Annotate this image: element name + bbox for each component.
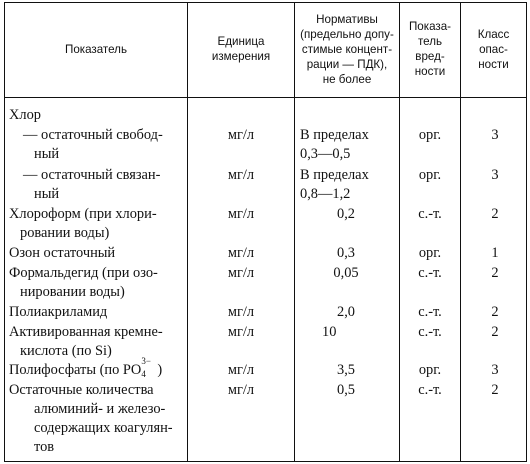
row-ozone-name: Озон остаточный <box>9 245 116 261</box>
header-class: Класс опас- ности <box>477 27 510 71</box>
row-coagulants-name-line2: алюминий- и железо- <box>34 401 166 417</box>
row-silicic-acid-name-line1: Активированная кремне- <box>9 324 163 340</box>
header-norms: Нормативы (предельно допу- стимые концент- рации — ПДК), не более <box>300 12 394 86</box>
row-bound-chlorine-name-line2: ный <box>34 186 60 202</box>
row-free-chlorine-norm-line1: В пределах <box>300 127 369 143</box>
row-chloroform-unit: мг/л <box>227 206 255 222</box>
row-free-chlorine-norm-line2: 0,3—0,5 <box>300 146 351 162</box>
row-silicic-acid-class: 2 <box>491 324 499 340</box>
row-free-chlorine-class: 3 <box>491 127 499 143</box>
row-chloroform-norm: 0,2 <box>337 206 355 222</box>
row-free-chlorine-unit: мг/л <box>227 127 255 143</box>
row-polyacrylamide-harm: с.-т. <box>418 304 442 320</box>
row-bound-chlorine-norm-line2: 0,8—1,2 <box>300 186 351 202</box>
row-formaldehyde-name-line1: Формальдегид (при озо- <box>9 265 158 281</box>
row-bound-chlorine-norm-line1: В пределах <box>300 167 369 183</box>
row-coagulants-unit: мг/л <box>227 382 255 398</box>
row-silicic-acid-harm: с.-т. <box>418 324 442 340</box>
row-bound-chlorine-unit: мг/л <box>227 167 255 183</box>
row-ozone-unit: мг/л <box>227 245 255 261</box>
row-silicic-acid-unit: мг/л <box>227 324 255 340</box>
row-ozone-harm: орг. <box>418 245 442 261</box>
row-polyphosphates-class: 3 <box>491 362 499 378</box>
row-polyacrylamide-norm: 2,0 <box>337 304 355 320</box>
row-formaldehyde-name-line2: нировании воды) <box>20 284 125 300</box>
row-coagulants-class: 2 <box>491 382 499 398</box>
row-polyphosphates-norm: 3,5 <box>337 362 355 378</box>
row-coagulants-name-line1: Остаточные количества <box>9 382 154 398</box>
header-indicator: Показатель <box>65 42 127 56</box>
row-formaldehyde-harm: с.-т. <box>418 265 442 281</box>
row-polyphosphates-unit: мг/л <box>227 362 255 378</box>
row-bound-chlorine-harm: орг. <box>418 167 442 183</box>
row-silicic-acid-name-line2: кислота (по Si) <box>20 343 112 359</box>
row-polyacrylamide-class: 2 <box>491 304 499 320</box>
row-formaldehyde-class: 2 <box>491 265 499 281</box>
row-polyacrylamide-unit: мг/л <box>227 304 255 320</box>
row-polyphosphates-harm: орг. <box>418 362 442 378</box>
row-free-chlorine-name-line1: — остаточный свобод- <box>23 127 163 143</box>
row-coagulants-name-line3: содержащих коагулян- <box>34 420 173 436</box>
row-bound-chlorine-class: 3 <box>491 167 499 183</box>
row-ozone-class: 1 <box>491 245 499 261</box>
row-polyacrylamide-name: Полиакриламид <box>9 304 108 320</box>
row-ozone-norm: 0,3 <box>337 245 355 261</box>
header-unit: Единица измерения <box>211 35 271 63</box>
row-coagulants-name-line4: тов <box>34 439 55 455</box>
row-chloroform-harm: с.-т. <box>418 206 442 222</box>
header-bottom-border <box>4 97 527 98</box>
row-formaldehyde-norm: 0,05 <box>333 265 359 281</box>
row-polyphosphates-name: Полифосфаты (по PO 3− 4 ) <box>9 356 163 379</box>
header-harm: Показа- тель вред- ности <box>408 20 452 78</box>
row-coagulants-norm: 0,5 <box>337 382 355 398</box>
row-bound-chlorine-name-line1: — остаточный связан- <box>23 167 161 183</box>
row-silicic-acid-norm: 10 <box>322 324 337 340</box>
row-formaldehyde-unit: мг/л <box>227 265 255 281</box>
row-chlorine-name: Хлор <box>9 107 41 123</box>
row-coagulants-harm: с.-т. <box>418 382 442 398</box>
table-bottom-border <box>4 461 527 462</box>
row-free-chlorine-name-line2: ный <box>34 146 60 162</box>
row-chloroform-class: 2 <box>491 206 499 222</box>
row-chloroform-name-line1: Хлороформ (при хлори- <box>9 206 157 222</box>
row-free-chlorine-harm: орг. <box>418 127 442 143</box>
row-chloroform-name-line2: ровании воды) <box>20 225 110 241</box>
